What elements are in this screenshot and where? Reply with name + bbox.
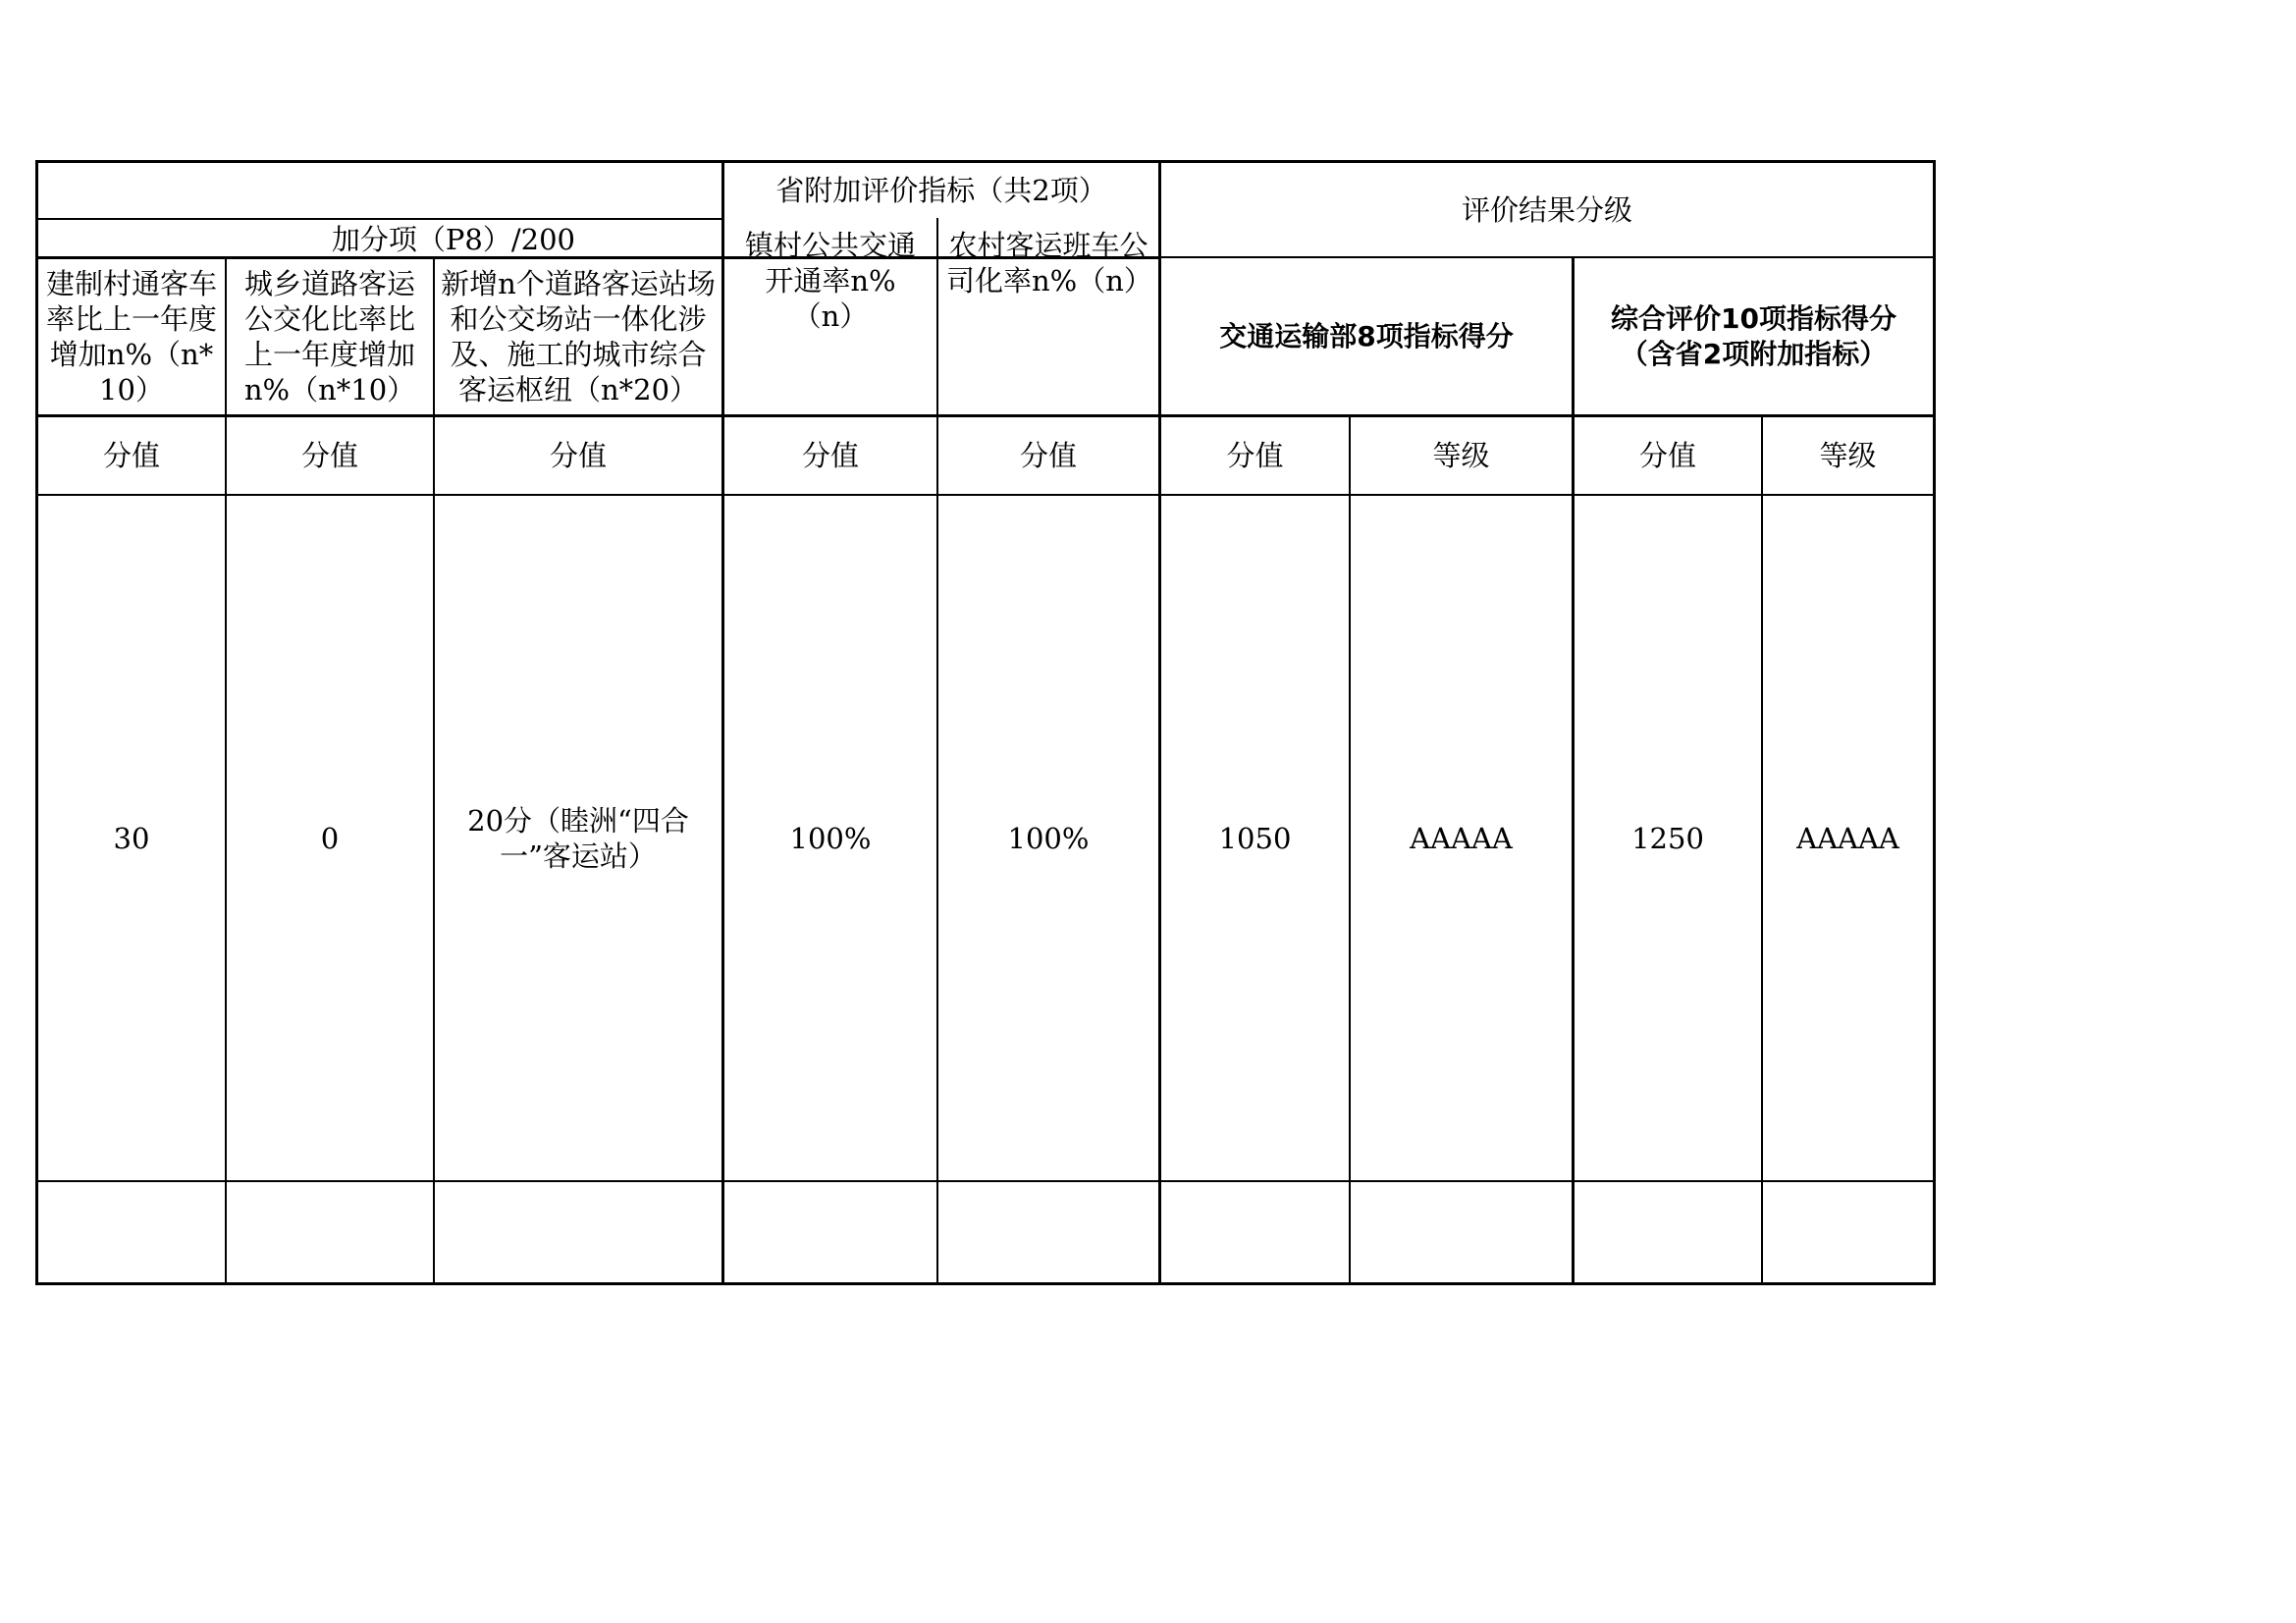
table-cell: 30 [113, 821, 150, 855]
column-header-town-village-transit-rate: 镇村公共交通开通率n%（n） [744, 229, 916, 333]
table-border-right [1933, 160, 1936, 1285]
subheader-score: 分值 [1226, 439, 1284, 472]
subheader-score: 分值 [549, 439, 607, 472]
bonus-group-header: 加分项（P8）/200 [331, 222, 575, 256]
table-cell: 0 [320, 821, 340, 855]
score-table [35, 160, 1936, 1285]
table-cell: 1050 [1218, 821, 1292, 855]
table-cell [1763, 1182, 1933, 1282]
table-cell: AAAAA [1796, 821, 1899, 855]
subheader-score: 分值 [300, 439, 358, 472]
composite-score-header: 综合评价10项指标得分（含省2项附加指标） [1611, 301, 1896, 370]
subheader-grade: 等级 [1819, 439, 1877, 472]
result-group-header: 评价结果分级 [1461, 192, 1632, 227]
subheader-score: 分值 [1019, 439, 1077, 472]
table-cell [1351, 1182, 1572, 1282]
column-header-village-bus-rate: 建制村通客车率比上一年度增加n%（n*10） [46, 267, 218, 406]
table-cell [938, 1182, 1158, 1282]
table-cell: AAAAA [1410, 821, 1513, 855]
column-header-urban-rural-transit-ratio: 城乡道路客运公交化比率比上一年度增加n%（n*10） [243, 267, 416, 406]
table-cell [38, 1182, 225, 1282]
table-cell [435, 1182, 721, 1282]
table-cell: 20分（睦洲“四合一”客运站） [467, 803, 689, 873]
column-header-rural-bus-company-rate: 农村客运班车公司化率n%（n） [946, 229, 1152, 298]
table-border-bottom [35, 1282, 1936, 1285]
table-cell [1161, 1182, 1349, 1282]
ministry-score-header: 交通运输部8项指标得分 [1219, 319, 1514, 352]
table-cell [724, 1182, 936, 1282]
province-group-header: 省附加评价指标（共2项） [775, 174, 1107, 207]
table-cell: 1250 [1631, 821, 1704, 855]
subheader-score: 分值 [801, 439, 859, 472]
table-cell: 100% [789, 821, 872, 855]
table-cell [1575, 1182, 1761, 1282]
column-header-new-passenger-hubs: 新增n个道路客运站场和公交场站一体化涉及、施工的城市综合客运枢纽（n*20） [441, 267, 716, 406]
table-cell: 100% [1007, 821, 1090, 855]
subheader-score: 分值 [1638, 439, 1696, 472]
subheader-grade: 等级 [1432, 439, 1490, 472]
subheader-score: 分值 [102, 439, 160, 472]
table-cell [227, 1182, 433, 1282]
